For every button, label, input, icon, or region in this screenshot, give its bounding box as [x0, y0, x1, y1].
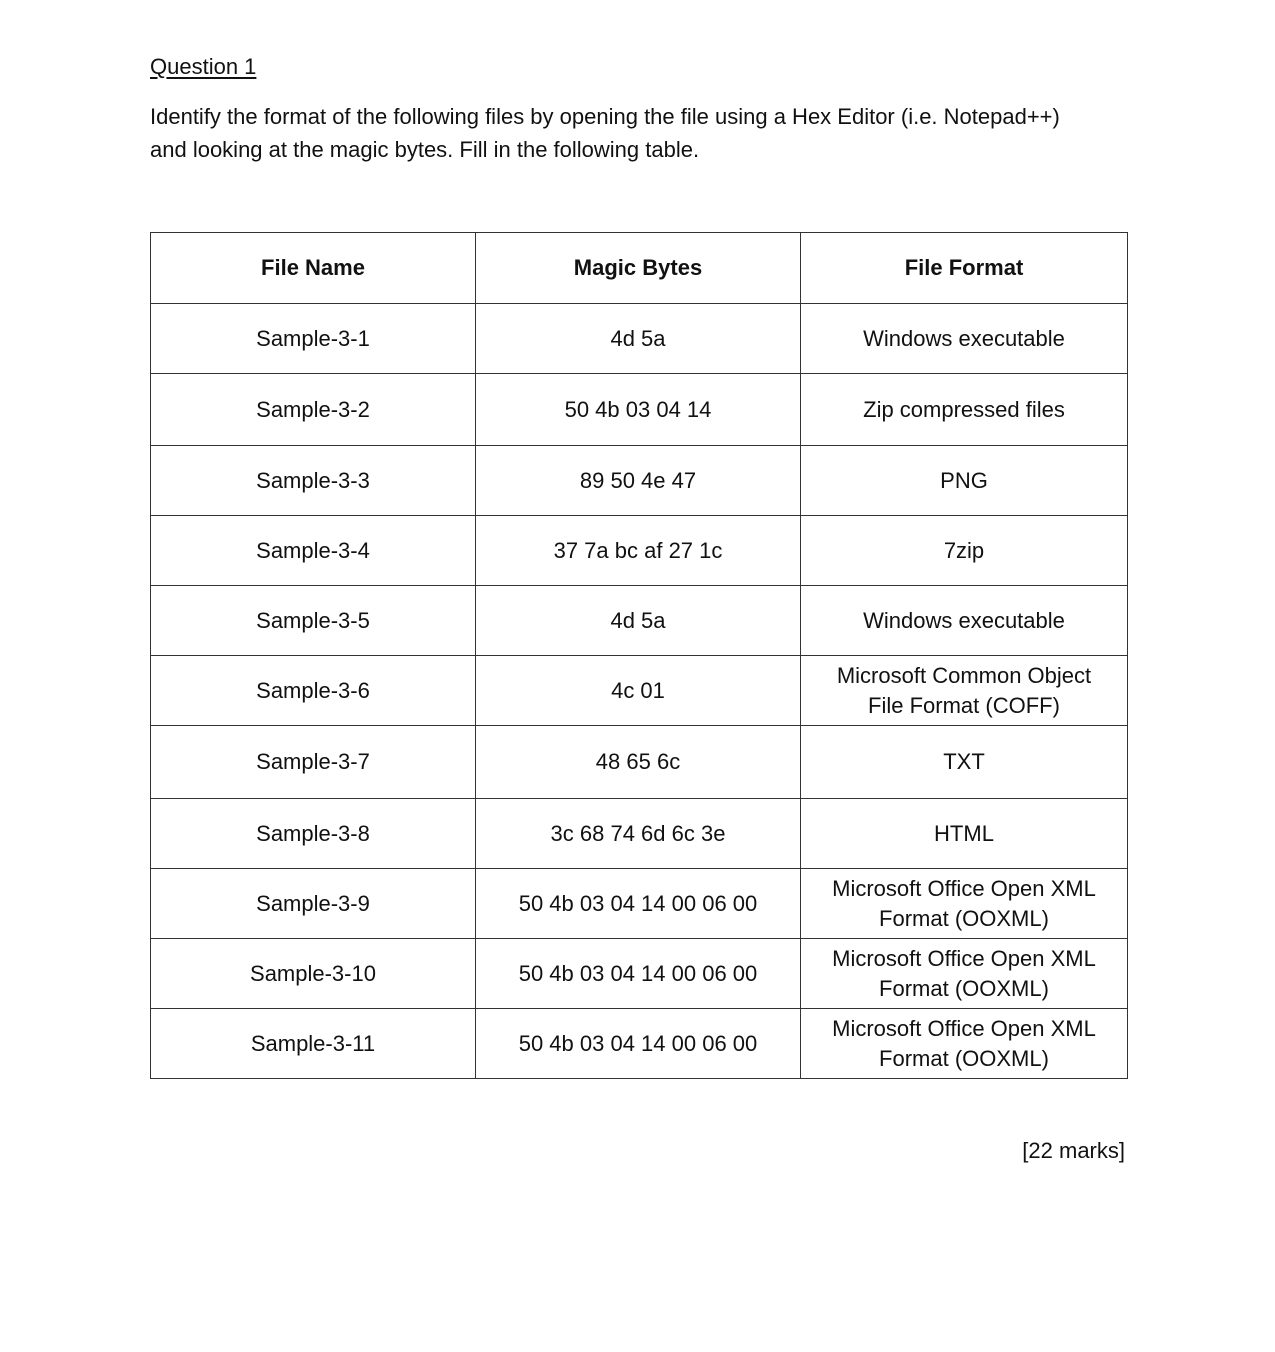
cell-file-name: Sample-3-6	[151, 656, 476, 726]
table-row	[151, 799, 1128, 869]
table-row	[151, 374, 1128, 446]
cell-file-format	[801, 446, 1128, 516]
file-format-line: Windows executable	[863, 325, 1065, 351]
table-row	[151, 869, 1128, 939]
instructions-line-1: Identify the format of the following files by opening the file using a Hex Editor (i.e. Notepad++)	[150, 104, 1060, 129]
cell-file-name: Sample-3-4	[151, 516, 476, 586]
header-file-format: File Format	[801, 233, 1128, 304]
file-format-line: Format (OOXML)	[879, 1045, 1049, 1071]
cell-magic-bytes: 3c 68 74 6d 6c 3e	[476, 799, 801, 869]
cell-file-format	[801, 304, 1128, 374]
file-format-line: Windows executable	[863, 607, 1065, 633]
file-format-line: Format (OOXML)	[879, 905, 1049, 931]
cell-file-format	[801, 799, 1128, 869]
file-format-line: 7zip	[943, 537, 985, 563]
cell-magic-bytes: 37 7a bc af 27 1c	[476, 516, 801, 586]
cell-magic-bytes: 50 4b 03 04 14	[476, 374, 801, 446]
question-instructions	[150, 100, 1135, 166]
table-row	[151, 586, 1128, 656]
marks-label: [22 marks]	[1022, 1138, 1125, 1163]
cell-file-name: Sample-3-5	[151, 586, 476, 656]
file-format-line: Zip compressed files	[863, 396, 1065, 422]
cell-file-format	[801, 374, 1128, 446]
cell-file-name: Sample-3-1	[151, 304, 476, 374]
cell-file-format	[801, 1009, 1128, 1079]
cell-file-format	[801, 586, 1128, 656]
file-format-table	[150, 232, 1128, 1079]
table-row	[151, 1009, 1128, 1079]
file-format-line: HTML	[934, 820, 994, 846]
file-format-line: Microsoft Office Open XML	[832, 875, 1096, 901]
cell-file-format	[801, 726, 1128, 799]
cell-magic-bytes: 89 50 4e 47	[476, 446, 801, 516]
cell-magic-bytes: 50 4b 03 04 14 00 06 00	[476, 869, 801, 939]
cell-file-name: Sample-3-7	[151, 726, 476, 799]
file-format-line: Microsoft Office Open XML	[832, 945, 1096, 971]
cell-file-format	[801, 939, 1128, 1009]
cell-file-name: Sample-3-8	[151, 799, 476, 869]
cell-file-name: Sample-3-3	[151, 446, 476, 516]
file-format-line: Microsoft Office Open XML	[832, 1015, 1096, 1041]
cell-magic-bytes: 4d 5a	[476, 586, 801, 656]
cell-file-name: Sample-3-11	[151, 1009, 476, 1079]
cell-magic-bytes: 50 4b 03 04 14 00 06 00	[476, 939, 801, 1009]
cell-file-format	[801, 516, 1128, 586]
cell-file-format	[801, 869, 1128, 939]
cell-file-format	[801, 656, 1128, 726]
table-row	[151, 656, 1128, 726]
header-magic-bytes: Magic Bytes	[476, 233, 801, 304]
file-format-line: File Format (COFF)	[868, 692, 1060, 718]
table-row	[151, 446, 1128, 516]
file-format-line: Microsoft Common Object	[836, 662, 1092, 688]
cell-magic-bytes: 4d 5a	[476, 304, 801, 374]
table-row	[151, 939, 1128, 1009]
cell-file-name: Sample-3-10	[151, 939, 476, 1009]
file-format-line: Format (OOXML)	[879, 975, 1049, 1001]
table-row	[151, 516, 1128, 586]
cell-file-name: Sample-3-2	[151, 374, 476, 446]
cell-file-name: Sample-3-9	[151, 869, 476, 939]
table-row	[151, 726, 1128, 799]
cell-magic-bytes: 4c 01	[476, 656, 801, 726]
table-row	[151, 304, 1128, 374]
file-format-line: PNG	[940, 467, 988, 493]
question-heading: Question 1	[150, 54, 257, 79]
cell-magic-bytes: 50 4b 03 04 14 00 06 00	[476, 1009, 801, 1079]
file-format-line: TXT	[943, 749, 985, 774]
cell-magic-bytes: 48 65 6c	[476, 726, 801, 799]
table-header-row	[151, 233, 1128, 304]
header-file-name: File Name	[151, 233, 476, 304]
instructions-line-2: and looking at the magic bytes. Fill in the following table.	[150, 137, 700, 162]
